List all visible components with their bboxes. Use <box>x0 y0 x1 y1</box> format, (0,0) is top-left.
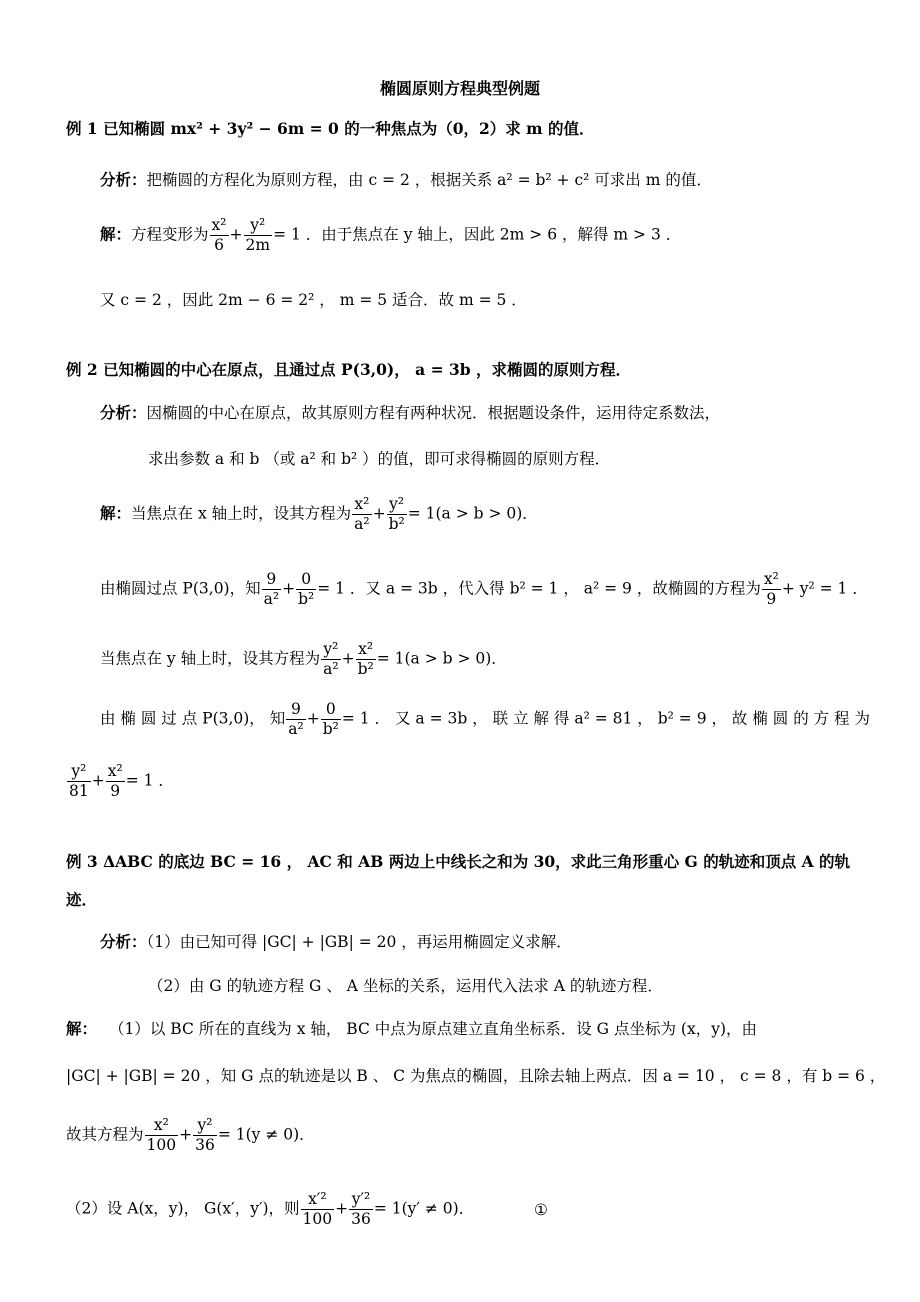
fraction-numerator: 9 <box>286 700 305 720</box>
solution-text: = 1(a > b > 0)． <box>407 504 538 523</box>
analysis-label: 分析： <box>100 170 147 189</box>
analysis-text: 因椭圆的中心在原点，故其原则方程有两种状况．根据题设条件，运用待定系数法， <box>146 404 721 422</box>
fraction-denominator: b² <box>298 590 315 608</box>
example-2-solution-5 <box>66 762 174 801</box>
plus-sign: + <box>91 771 105 790</box>
example-2-solution-1 <box>100 495 538 534</box>
fraction-denominator: a² <box>263 590 280 608</box>
plus-sign: + <box>306 709 320 728</box>
analysis-text: （1）由已知可得 |GC| + |GB| = 20 ，再运用椭圆定义求解． <box>146 933 572 951</box>
solution-text: = 1 ．又 a = 3b ，代入得 b² = 1 ， a² = 9 ，故椭圆的方程为 <box>317 579 761 598</box>
fraction <box>352 495 371 534</box>
example-3-analysis-1 <box>100 932 572 952</box>
fraction-denominator: 36 <box>195 1136 215 1154</box>
fraction <box>262 570 281 609</box>
example-1-heading: 例 1 已知椭圆 mx² + 3y² − 6m = 0 的一种焦点为（0，2）求 m 的值． <box>66 119 595 138</box>
fraction <box>296 570 316 609</box>
solution-text: = 1 ．由于焦点在 y 轴上，因此 2m > 6 ，解得 m > 3 ． <box>273 225 682 244</box>
fraction-numerator: y² <box>193 1116 217 1136</box>
fraction-denominator: b² <box>357 660 374 678</box>
fraction <box>321 700 341 739</box>
fraction-denominator: 81 <box>69 782 89 800</box>
solution-text: = 1(a > b > 0)． <box>376 649 507 668</box>
example-1-solution-2: 又 c = 2 ，因此 2m − 6 = 2² ， m = 5 适合．故 m = 5 ． <box>100 291 527 309</box>
fraction-denominator: 100 <box>146 1136 177 1154</box>
fraction-numerator: x² <box>352 495 371 515</box>
plus-sign: + <box>372 504 386 523</box>
solution-text: = 1 ． 又 a = 3b ， 联 立 解 得 a² = 81 ， b² = 9 ， 故 椭 圆 的 方 程 为 <box>341 709 870 728</box>
solution-text: 当焦点在 y 轴上时，设其方程为 <box>100 649 321 668</box>
fraction-denominator: 6 <box>214 236 224 254</box>
fraction-denominator: b² <box>322 720 339 738</box>
solution-text: = 1(y ≠ 0)． <box>217 1125 315 1144</box>
example-2-solution-3 <box>100 640 507 679</box>
plus-sign: + <box>341 649 355 668</box>
fraction-numerator: 0 <box>321 700 341 720</box>
solution-text: 由 椭 圆 过 点 P(3,0)， 知 <box>100 709 286 728</box>
plus-sign: + <box>282 579 296 598</box>
fraction-denominator: 100 <box>302 1210 333 1228</box>
fraction <box>321 640 340 679</box>
example-3-solution-4 <box>66 1190 474 1229</box>
example-2-heading: 例 2 已知椭圆的中心在原点，且通过点 P(3,0)， a = 3b ，求椭圆的原则方程． <box>66 360 632 379</box>
example-3-solution-3 <box>66 1116 315 1155</box>
solution-text: 故其方程为 <box>66 1125 144 1144</box>
solution-text: 方程变形为 <box>131 225 209 244</box>
analysis-label: 分析： <box>100 403 147 422</box>
page-title: 椭圆原则方程典型例题 <box>379 79 540 98</box>
fraction <box>762 570 781 609</box>
fraction-numerator: x′² <box>301 1190 335 1210</box>
fraction-numerator: 0 <box>296 570 316 590</box>
fraction-denominator: a² <box>323 660 339 678</box>
fraction <box>244 216 273 255</box>
plus-sign: + <box>335 1199 349 1218</box>
fraction-denominator: a² <box>354 515 370 533</box>
plus-sign: + <box>179 1125 193 1144</box>
example-1-analysis <box>100 170 712 190</box>
solution-text: 由椭圆过点 P(3,0)，知 <box>100 579 261 598</box>
example-3-analysis-2: （2）由 G 的轨迹方程 G 、 A 坐标的关系，运用代入法求 A 的轨迹方程． <box>148 977 663 995</box>
fraction-numerator: y² <box>321 640 340 660</box>
circled-number-1: ① <box>534 1201 548 1219</box>
fraction <box>193 1116 217 1155</box>
solution-label: 解： <box>100 224 132 244</box>
solution-label: 解： <box>66 1019 98 1038</box>
analysis-label: 分析： <box>100 932 147 951</box>
fraction-numerator: y² <box>67 762 91 782</box>
fraction-numerator: 9 <box>262 570 281 590</box>
fraction-numerator: x² <box>211 216 227 234</box>
example-2-analysis <box>100 403 720 423</box>
fraction <box>356 640 376 679</box>
fraction-denominator: b² <box>388 515 405 533</box>
solution-text: （2）设 A(x，y)， G(x′，y′)，则 <box>66 1199 300 1218</box>
fraction-numerator: x² <box>356 640 376 660</box>
example-2-solution-4 <box>100 700 870 739</box>
fraction-denominator: 9 <box>766 590 777 608</box>
solution-text: = 1 ． <box>125 771 174 790</box>
solution-text: + y² = 1 ． <box>781 579 868 598</box>
fraction-denominator: 36 <box>351 1210 371 1228</box>
fraction <box>349 1190 373 1229</box>
fraction <box>145 1116 179 1155</box>
example-3-solution-1 <box>66 1019 757 1039</box>
fraction-denominator: 9 <box>110 782 121 800</box>
fraction-numerator: y² <box>387 495 407 515</box>
fraction <box>67 762 91 801</box>
fraction-numerator: x² <box>107 762 123 780</box>
example-3-heading-1: 例 3 ΔABC 的底边 BC = 16 ， AC 和 AB 两边上中线长之和为 30，求此三角形重心 G 的轨迹和顶点 A 的轨 <box>66 852 851 871</box>
example-3-solution-2: |GC| + |GB| = 20 ，知 G 点的轨迹是以 B 、 C 为焦点的椭圆，且除去轴上两点．因 a = 10 ， c = 8 ，有 b = 6 ， <box>66 1067 886 1085</box>
fraction <box>387 495 407 534</box>
solution-text: 当焦点在 x 轴上时，设其方程为 <box>131 504 352 523</box>
example-2-analysis-2: 求出参数 a 和 b （或 a² 和 b² ）的值，即可求得椭圆的原则方程． <box>148 450 611 468</box>
example-2-solution-2 <box>100 570 868 609</box>
fraction-denominator: a² <box>288 720 304 738</box>
fraction <box>106 762 125 801</box>
fraction <box>301 1190 335 1229</box>
fraction <box>210 216 229 255</box>
fraction-numerator: x² <box>145 1116 179 1136</box>
fraction <box>286 700 305 739</box>
fraction-numerator: y² <box>244 216 273 236</box>
fraction-numerator: y′² <box>349 1190 373 1210</box>
fraction-numerator: x² <box>763 570 779 588</box>
fraction-denominator: 2m <box>245 236 271 254</box>
solution-text: （1）以 BC 所在的直线为 x 轴， BC 中点为原点建立直角坐标系．设 G 点坐标为 (x，y)，由 <box>109 1020 758 1038</box>
example-1-solution <box>100 216 681 255</box>
solution-text: = 1(y′ ≠ 0)． <box>373 1199 475 1218</box>
plus-sign: + <box>229 225 243 244</box>
solution-label: 解： <box>100 503 132 523</box>
analysis-text: 把椭圆的方程化为原则方程，由 c = 2 ，根据关系 a² = b² + c² 可求出 m 的值． <box>146 171 712 189</box>
example-3-heading-2: 迹． <box>66 890 98 909</box>
